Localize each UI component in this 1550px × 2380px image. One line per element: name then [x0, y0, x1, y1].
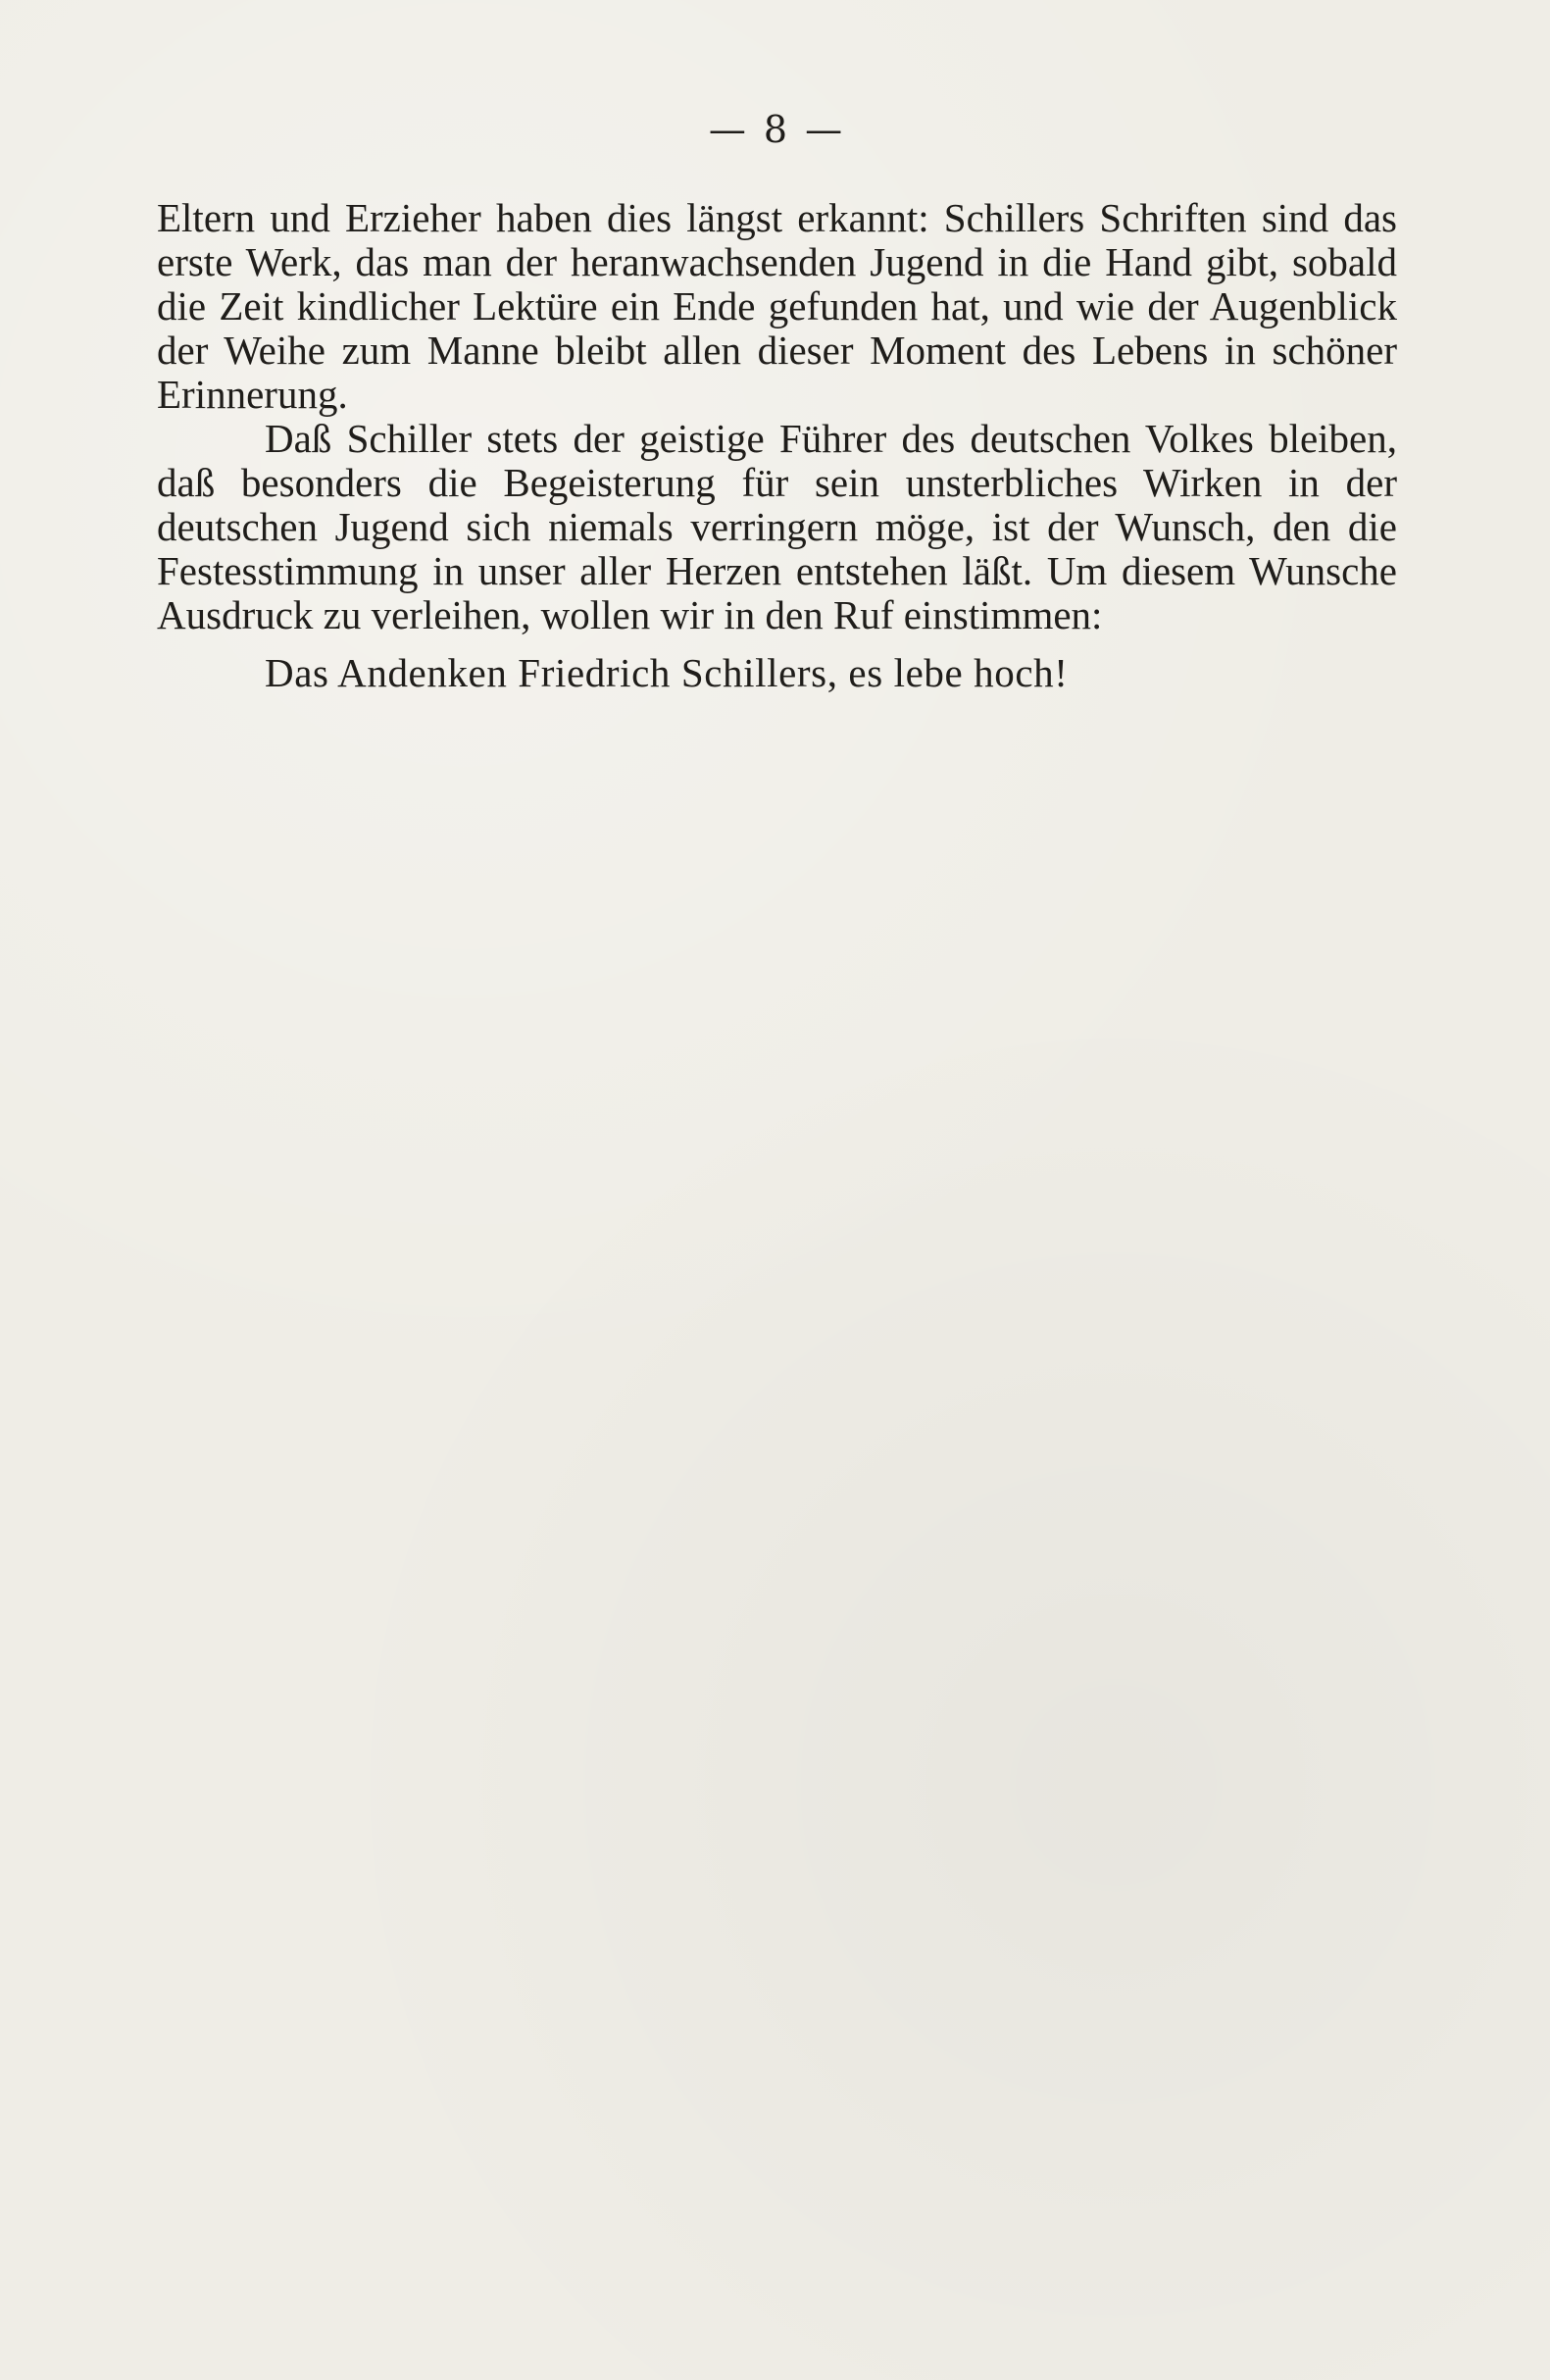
paragraph-2: Daß Schiller stets der geistige Führer des deutschen Volkes bleiben, daß besonders die Begeisterung für sein unsterbliches Wirken in der deutschen Jugend sich niemals verringern möge, ist der Wunsch, den die Festesstimmung in unser aller Herzen entstehen läßt. Um diesem Wunsche Ausdruck zu verleihen, wollen wir in den Ruf einstimmen: — [157, 416, 1397, 637]
page-content — [157, 108, 1397, 695]
page-number: — 8 — — [708, 108, 846, 151]
paragraph-1: Eltern und Erzieher haben dies längst erkannt: Schillers Schriften sind das erste Werk, das man der heranwachsenden Jugend in die Hand gibt, sobald die Zeit kindlicher Lektüre ein Ende gefunden hat, und wie der Augenblick der Weihe zum Manne bleibt allen dieser Moment des Lebens in schöner Erinnerung. — [157, 195, 1397, 417]
body-text — [157, 196, 1397, 637]
closing-toast: Das Andenken Friedrich Schillers, es lebe hoch! — [265, 650, 1069, 695]
